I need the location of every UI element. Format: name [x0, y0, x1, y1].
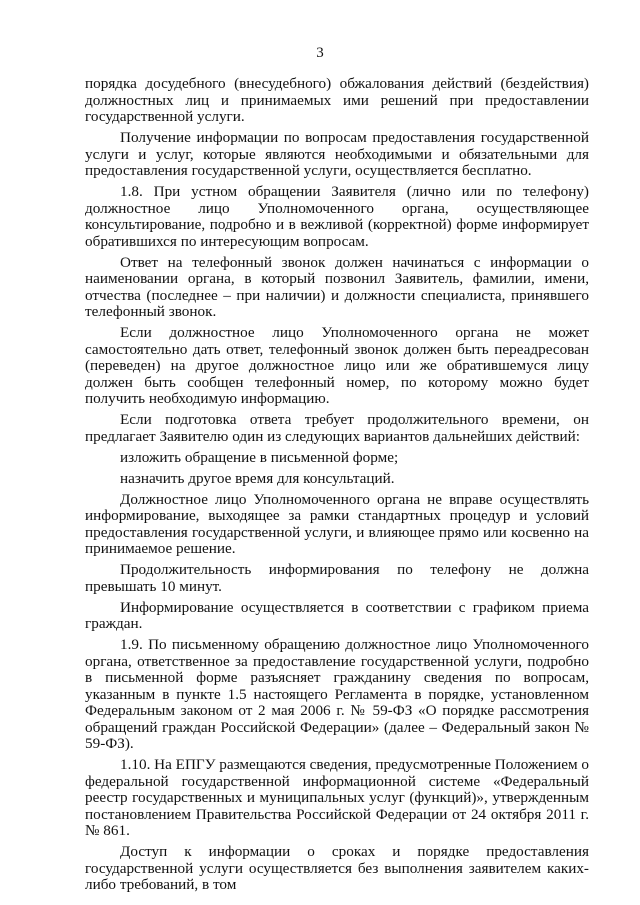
paragraph-access: Доступ к информации о сроках и порядке предоставления государственной услуги осуществляется без выполнения заявителем каких-либо требований, в том — [85, 843, 589, 893]
paragraph-1: порядка досудебного (внесудебного) обжалования действий (бездействия) должностных лиц и принимаемых ими решений при предоставлении государственной услуги. — [85, 75, 589, 125]
list-item-other-time: назначить другое время для консультаций. — [120, 469, 395, 487]
paragraph-preparation: Если подготовка ответа требует продолжительного времени, он предлагает Заявителю один из следующих вариантов дальнейших действий: — [85, 411, 589, 445]
document-body — [85, 76, 589, 894]
paragraph-call-answer: Ответ на телефонный звонок должен начинаться с информации о наименовании органа, в который позвонил Заявитель, фамилии, имени, отчества (последнее – при наличии) и должности специалиста, принявшего телефонный звонок. — [85, 253, 589, 320]
paragraph-schedule: Информирование осуществляется в соответствии с графиком приема граждан. — [85, 598, 589, 632]
paragraph-restrictions: Должностное лицо Уполномоченного органа не вправе осуществлять информирование, выходящее за рамки стандартных процедур и условий предоставления государственной услуги, и влияющее прямо или косвенно на принимаемое решение. — [85, 490, 589, 557]
paragraph-1-8: 1.8. При устном обращении Заявителя (лично или по телефону) должностное лицо Уполномоченного органа, осуществляющее консультирование, подробно и в вежливой (корректной) форме информирует обратившихся по интересующим вопросам. — [85, 183, 589, 250]
paragraph-redirect: Если должностное лицо Уполномоченного органа не может самостоятельно дать ответ, телефонный звонок должен быть переадресован (переведен) на другое должностное лицо или же обратившемуся лицу должен быть сообщен телефонный номер, по которому можно будет получить необходимую информацию. — [85, 324, 589, 407]
page-number: 3 — [316, 45, 324, 61]
paragraph-1-10: 1.10. На ЕПГУ размещаются сведения, предусмотренные Положением о федеральной государственной информационной системе «Федеральный реестр государственных и муниципальных услуг (функций)», утвержденным постановлением Правительства Российской Федерации от 24 октября 2011 г. № 861. — [85, 756, 589, 839]
paragraph-1-9: 1.9. По письменному обращению должностное лицо Уполномоченного органа, ответственное за предоставление государственной услуги, подробно в письменной форме разъясняет гражданину сведения по вопросам, указанным в пункте 1.5 настоящего Регламента в порядке, установленном Федеральным законом от 2 мая 2006 г. № 59-ФЗ «О порядке рассмотрения обращений граждан Российской Федерации» (далее – Федеральный закон № 59-ФЗ). — [85, 636, 589, 752]
paragraph-2: Получение информации по вопросам предоставления государственной услуги и услуг, которые являются необходимыми и обязательными для предоставления государственной услуги, осуществляется бесплатно. — [85, 129, 589, 179]
list-item-written-form: изложить обращение в письменной форме; — [120, 448, 399, 466]
paragraph-duration: Продолжительность информирования по телефону не должна превышать 10 минут. — [85, 561, 589, 595]
